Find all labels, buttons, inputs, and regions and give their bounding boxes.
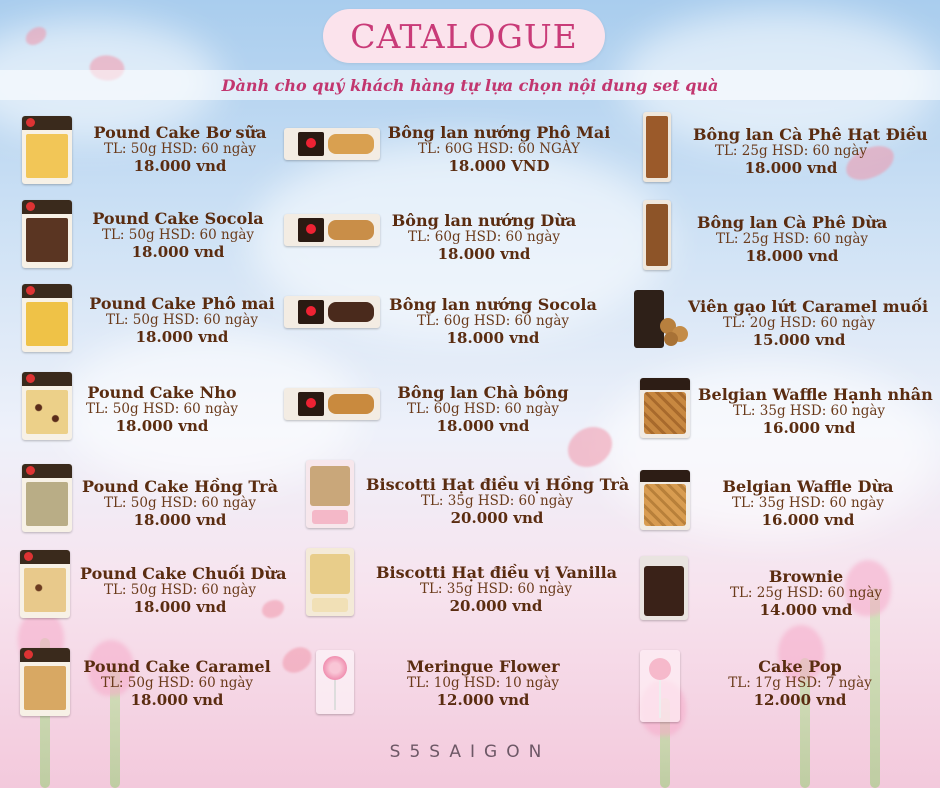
product-price: 18.000 vnd bbox=[437, 245, 531, 263]
product-spec: TL: 35g HSD: 60 ngày bbox=[419, 581, 573, 597]
product-spec: TL: 35g HSD: 60 ngày bbox=[420, 493, 574, 509]
catalogue-title-pill bbox=[323, 9, 605, 63]
product-name: Pound Cake Chuối Dừa bbox=[80, 564, 287, 583]
product-name: Pound Cake Bơ sữa bbox=[93, 123, 267, 142]
pound-cake-cheese-icon bbox=[22, 284, 72, 352]
product-spec: TL: 60g HSD: 60 ngày bbox=[407, 229, 561, 245]
product-price: 18.000 vnd bbox=[133, 598, 227, 616]
brown-rice-ball-icon bbox=[634, 290, 690, 352]
product-spec: TL: 35g HSD: 60 ngày bbox=[731, 495, 885, 511]
coffee-coconut-cake-icon bbox=[643, 200, 671, 270]
product-name: Belgian Waffle Hạnh nhân bbox=[698, 385, 933, 404]
sponge-cake-cheese-icon bbox=[284, 128, 380, 160]
product-spec: TL: 25g HSD: 60 ngày bbox=[729, 585, 883, 601]
pound-cake-caramel-icon bbox=[20, 648, 70, 716]
product-price: 12.000 vnd bbox=[753, 691, 847, 709]
product-price: 18.000 vnd bbox=[133, 157, 227, 175]
product-spec: TL: 35g HSD: 60 ngày bbox=[732, 403, 886, 419]
page-subtitle: Dành cho quý khách hàng tự lựa chọn nội dung set quà bbox=[221, 75, 719, 95]
product-price: 18.000 vnd bbox=[744, 159, 838, 177]
cake-pop-icon bbox=[640, 650, 680, 722]
product-price: 12.000 vnd bbox=[436, 691, 530, 709]
product-spec: TL: 10g HSD: 10 ngày bbox=[406, 675, 560, 691]
product-spec: TL: 60G HSD: 60 NGÀY bbox=[418, 141, 580, 157]
sponge-cake-floss-icon bbox=[284, 388, 380, 420]
product-price: 20.000 vnd bbox=[450, 509, 544, 527]
product-spec: TL: 50g HSD: 60 ngày bbox=[103, 141, 257, 157]
product-name: Pound Cake Caramel bbox=[83, 657, 271, 676]
product-price: 16.000 vnd bbox=[761, 511, 855, 529]
product-price: 18.000 vnd bbox=[436, 417, 530, 435]
pound-cake-raisin-icon bbox=[22, 372, 72, 440]
pound-cake-chocolate-icon bbox=[22, 200, 72, 268]
product-price: 18.000 vnd bbox=[130, 691, 224, 709]
product-spec: TL: 50g HSD: 60 ngày bbox=[101, 227, 255, 243]
product-price: 18.000 vnd bbox=[446, 329, 540, 347]
product-name: Bông lan nướng Dừa bbox=[391, 211, 577, 230]
product-spec: TL: 25g HSD: 60 ngày bbox=[715, 231, 869, 247]
product-name: Biscotti Hạt điều vị Vanilla bbox=[376, 563, 618, 582]
pound-cake-butter-icon bbox=[22, 116, 72, 184]
product-name: Bông lan Cà Phê Hạt Điều bbox=[693, 125, 928, 144]
product-name: Pound Cake Hồng Trà bbox=[82, 477, 278, 496]
page-title: CATALOGUE bbox=[350, 16, 578, 56]
product-spec: TL: 60g HSD: 60 ngày bbox=[416, 313, 570, 329]
product-name: Biscotti Hạt điều vị Hồng Trà bbox=[366, 475, 630, 494]
product-name: Bông lan Cà Phê Dừa bbox=[697, 213, 888, 232]
pound-cake-black-tea-icon bbox=[22, 464, 72, 532]
product-price: 14.000 vnd bbox=[759, 601, 853, 619]
product-spec: TL: 50g HSD: 60 ngày bbox=[103, 582, 257, 598]
product-name: Brownie bbox=[768, 567, 844, 586]
product-price: 16.000 vnd bbox=[762, 419, 856, 437]
brownie-icon bbox=[640, 556, 688, 620]
product-price: 18.000 vnd bbox=[135, 328, 229, 346]
biscotti-vanilla-icon bbox=[306, 548, 354, 616]
meringue-flower-icon bbox=[316, 650, 354, 714]
brand-name: S5SAIGON bbox=[389, 742, 551, 762]
coffee-cashew-cake-icon bbox=[643, 112, 671, 182]
product-price: 20.000 vnd bbox=[449, 597, 543, 615]
product-price: 18.000 vnd bbox=[745, 247, 839, 265]
sponge-cake-chocolate-icon bbox=[284, 296, 380, 328]
subtitle-bar bbox=[0, 70, 940, 100]
product-spec: TL: 50g HSD: 60 ngày bbox=[103, 495, 257, 511]
product-spec: TL: 20g HSD: 60 ngày bbox=[722, 315, 876, 331]
product-name: Bông lan Chà bông bbox=[397, 383, 569, 402]
product-name: Meringue Flower bbox=[406, 657, 560, 676]
product-price: 18.000 VND bbox=[448, 157, 550, 175]
product-spec: TL: 50g HSD: 60 ngày bbox=[105, 312, 259, 328]
waffle-almond-icon bbox=[640, 378, 690, 438]
product-name: Pound Cake Nho bbox=[87, 383, 237, 402]
biscotti-black-tea-icon bbox=[306, 460, 354, 528]
product-spec: TL: 50g HSD: 60 ngày bbox=[100, 675, 254, 691]
product-spec: TL: 50g HSD: 60 ngày bbox=[85, 401, 239, 417]
product-name: Cake Pop bbox=[758, 657, 842, 676]
sponge-cake-coconut-icon bbox=[284, 214, 380, 246]
product-price: 18.000 vnd bbox=[131, 243, 225, 261]
product-price: 18.000 vnd bbox=[133, 511, 227, 529]
waffle-coconut-icon bbox=[640, 470, 690, 530]
product-name: Viên gạo lứt Caramel muối bbox=[688, 297, 929, 316]
product-spec: TL: 60g HSD: 60 ngày bbox=[406, 401, 560, 417]
product-name: Belgian Waffle Dừa bbox=[722, 477, 894, 496]
pound-cake-banana-coconut-icon bbox=[20, 550, 70, 618]
product-name: Bông lan nướng Socola bbox=[389, 295, 597, 314]
product-price: 15.000 vnd bbox=[752, 331, 846, 349]
product-name: Bông lan nướng Phô Mai bbox=[387, 123, 611, 142]
product-spec: TL: 17g HSD: 7 ngày bbox=[728, 675, 872, 691]
product-name: Pound Cake Phô mai bbox=[89, 294, 275, 313]
product-name: Pound Cake Socola bbox=[92, 209, 264, 228]
product-price: 18.000 vnd bbox=[115, 417, 209, 435]
product-spec: TL: 25g HSD: 60 ngày bbox=[714, 143, 868, 159]
footer-brand bbox=[0, 742, 940, 762]
